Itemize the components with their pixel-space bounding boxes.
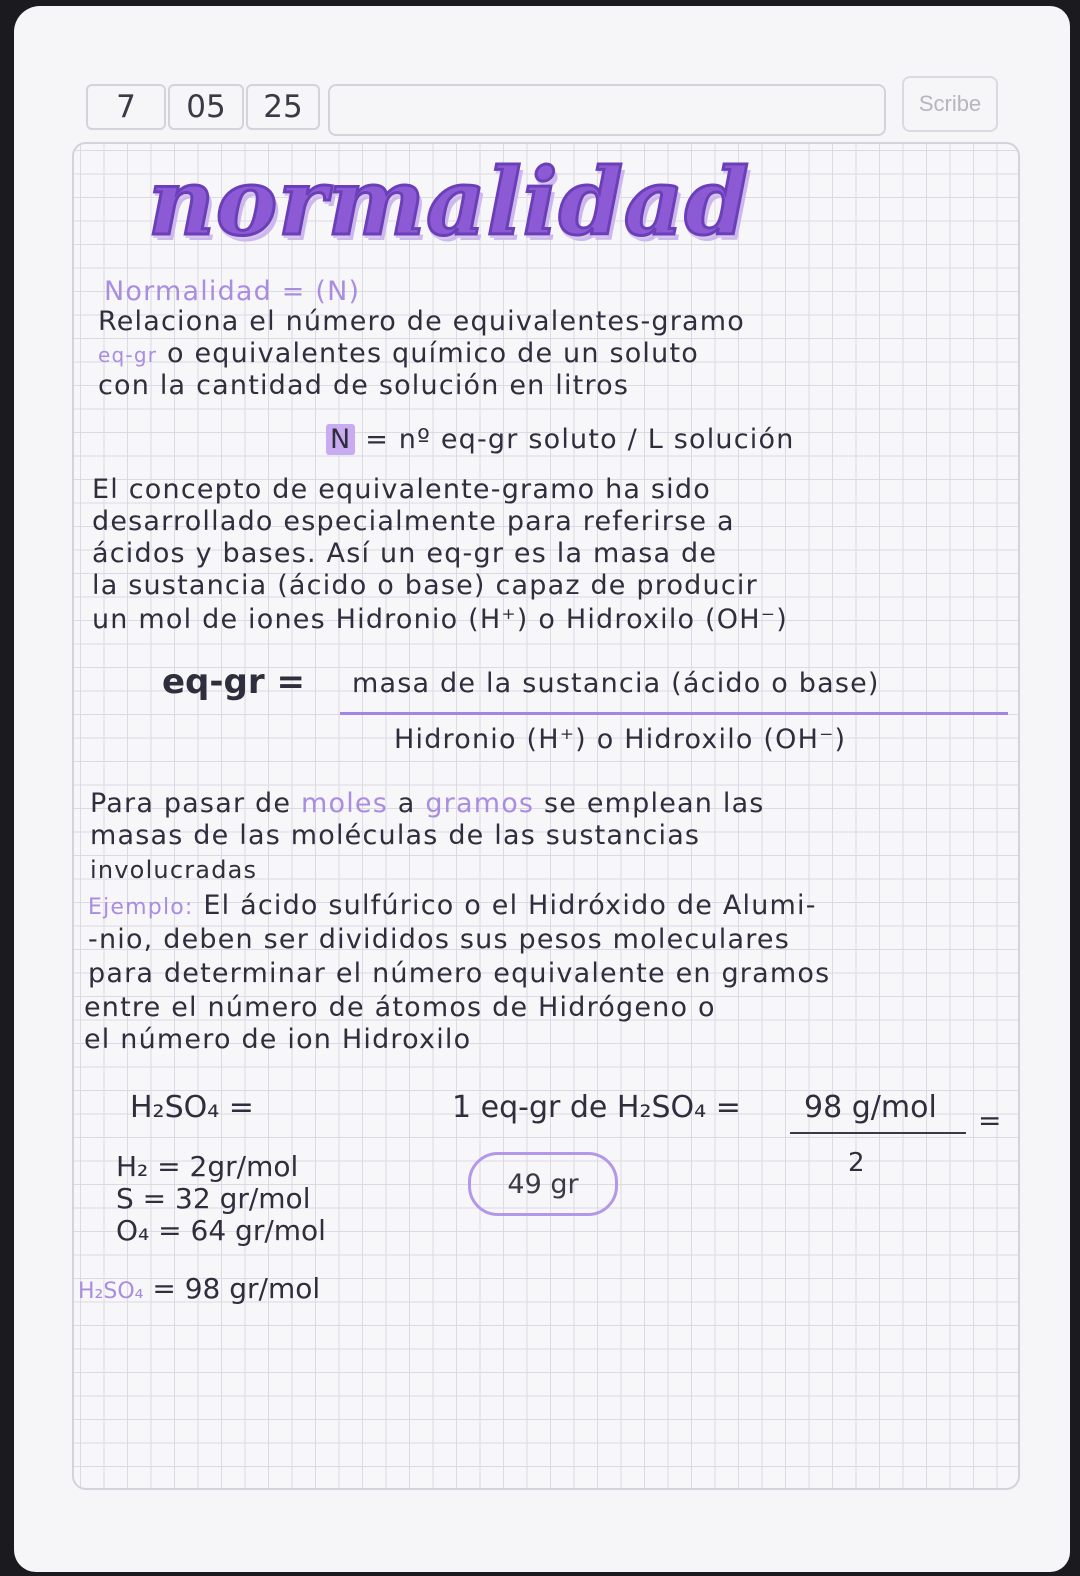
def-line-2-rest: o equivalentes químico de un soluto xyxy=(166,338,699,369)
formula-n xyxy=(326,424,795,455)
def-line-2 xyxy=(98,338,699,369)
calc-o4: O₄ = 64 gr/mol xyxy=(116,1214,326,1247)
eq-equals: = xyxy=(978,1104,1002,1137)
example-line-2: -nio, deben ser divididos sus pesos moleculares xyxy=(88,924,791,955)
calc-total xyxy=(78,1272,320,1305)
eq-left: 1 eq-gr de H₂SO₄ = xyxy=(452,1090,741,1125)
example-line-5: el número de ion Hidroxilo xyxy=(84,1024,472,1055)
date-day: 7 xyxy=(86,84,166,130)
page-title: normalidad xyxy=(148,148,750,256)
moles-line-2: masas de las moléculas de las sustancias xyxy=(90,820,701,851)
formula-n-rest: = nº eq-gr soluto / L solución xyxy=(365,424,795,455)
concept-line-4: la sustancia (ácido o base) capaz de producir xyxy=(92,570,758,601)
date-month: 05 xyxy=(168,84,244,130)
result-cloud xyxy=(468,1152,618,1216)
example-line-3: para determinar el número equivalente en gramos xyxy=(88,958,831,989)
title-box xyxy=(328,84,886,136)
moles-line-1 xyxy=(90,788,765,819)
eq-denominator: 2 xyxy=(848,1148,865,1178)
calc-h2: H₂ = 2gr/mol xyxy=(116,1150,299,1183)
fraction-bar xyxy=(340,712,1008,715)
date-year: 25 xyxy=(246,84,320,130)
eq-numerator: 98 g/mol xyxy=(804,1090,937,1125)
calc-h2so4: H₂SO₄ = xyxy=(130,1090,254,1125)
def-line-1: Relaciona el número de equivalentes-gramo xyxy=(98,306,746,337)
calc-s: S = 32 gr/mol xyxy=(116,1182,311,1215)
concept-line-5: un mol de iones Hidronio (H⁺) o Hidroxilo (OH⁻) xyxy=(92,604,788,635)
moles-text-a: Para pasar de xyxy=(90,788,292,819)
eq-fraction-bar xyxy=(790,1132,966,1134)
moles-text-c: se emplean las xyxy=(544,788,765,819)
example-line-1 xyxy=(88,890,817,921)
brand-logo: Scribe xyxy=(902,76,998,132)
eqgr-denominator: Hidronio (H⁺) o Hidroxilo (OH⁻) xyxy=(394,724,847,755)
def-abbr: eq-gr xyxy=(98,343,158,367)
eqgr-label: eq-gr = xyxy=(162,662,305,702)
moles-word: moles xyxy=(300,788,388,819)
formula-n-symbol: N xyxy=(326,424,355,455)
moles-text-b: a xyxy=(397,788,416,819)
result-value: 49 gr xyxy=(507,1168,579,1200)
concept-line-3: ácidos y bases. Así un eq-gr es la masa de xyxy=(92,538,718,569)
definition-label: Normalidad = (N) xyxy=(104,276,361,307)
concept-line-2: desarrollado especialmente para referirse a xyxy=(92,506,735,537)
example-line-1-text: El ácido sulfúrico o el Hidróxido de Alumi- xyxy=(203,890,817,921)
calc-total-value: = 98 gr/mol xyxy=(152,1272,321,1305)
concept-line-1: El concepto de equivalente-gramo ha sido xyxy=(92,474,711,505)
gramos-word: gramos xyxy=(425,788,535,819)
eqgr-numerator: masa de la sustancia (ácido o base) xyxy=(352,668,880,699)
example-line-4: entre el número de átomos de Hidrógeno o xyxy=(84,992,716,1023)
example-label: Ejemplo: xyxy=(88,895,194,920)
def-line-3: con la cantidad de solución en litros xyxy=(98,370,630,401)
calc-total-label: H₂SO₄ xyxy=(78,1279,144,1304)
moles-line-3: involucradas xyxy=(90,856,258,884)
